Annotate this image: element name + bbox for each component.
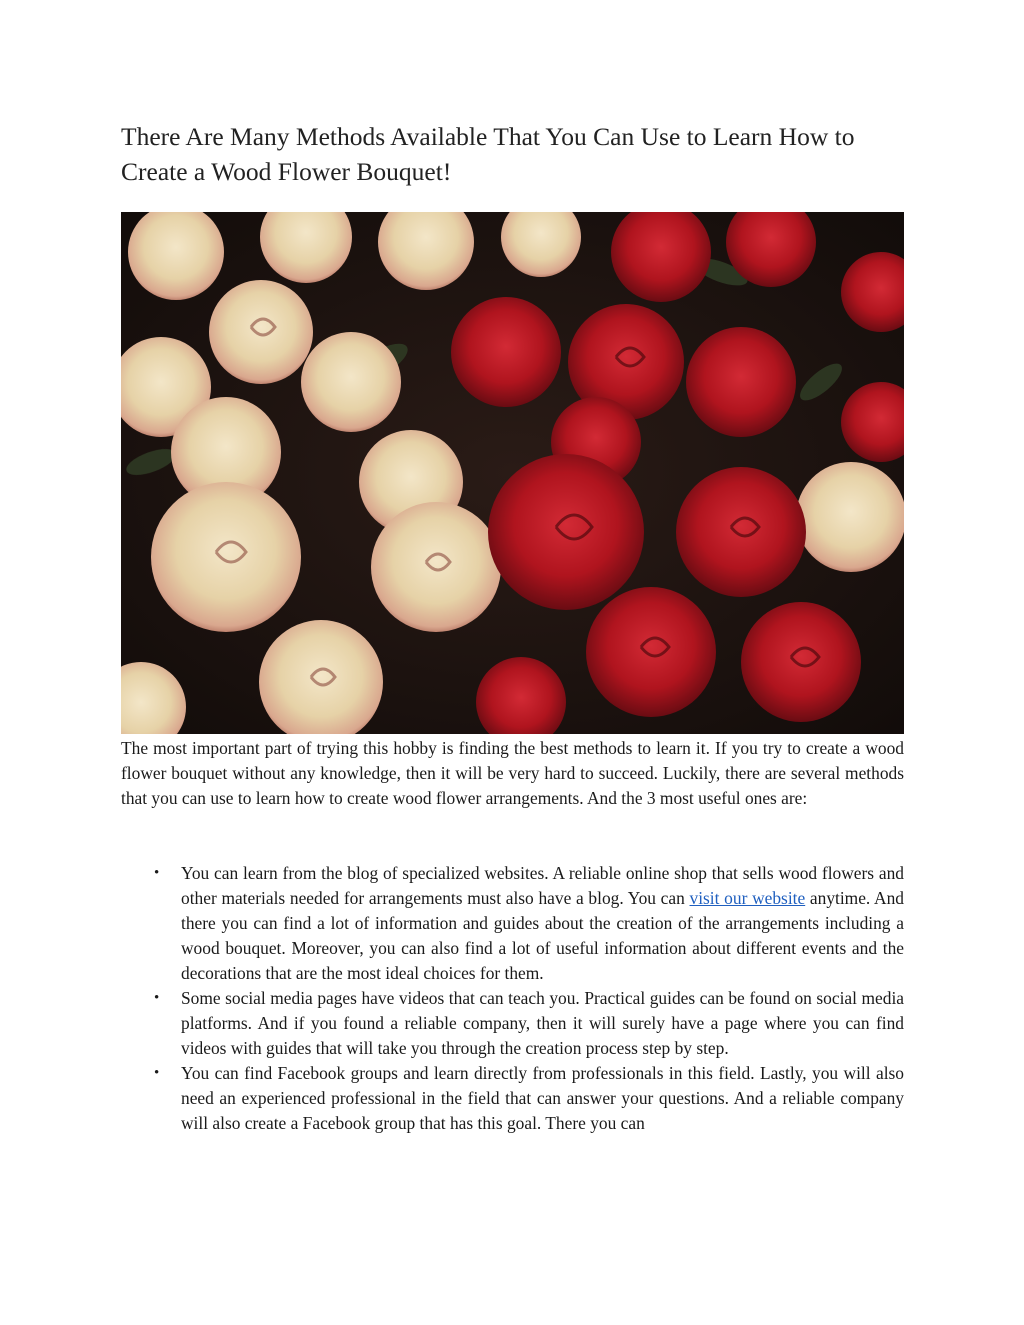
visit-website-link[interactable]: visit our website (689, 888, 806, 908)
roses-illustration (121, 212, 904, 734)
list-item (121, 861, 904, 986)
bullet-icon: • (154, 1065, 160, 1081)
list-item-text-after-link: anytime. And there you can find a lot of information and guides about the creation of the arrangements including a wood bouquet. Moreover, you can also find a lot of useful information about different events and the decorations that are the most ideal choices for them. (181, 888, 904, 983)
list-item-text: Some social media pages have videos that can teach you. Practical guides can be found on social media platforms. And if you found a reliable company, then it will surely have a page where you can find videos with guides that will take you through the creation process step by step. (181, 988, 904, 1058)
methods-list (121, 861, 904, 1136)
roses-photo (121, 212, 904, 734)
list-item (121, 1061, 904, 1136)
list-item (121, 986, 904, 1061)
page-title: There Are Many Methods Available That You Can Use to Learn How to Create a Wood Flower Bouquet! (121, 122, 855, 186)
list-item-text-before-link: You can learn from the blog of specialized websites. A reliable online shop that sells wood flowers and other materials needed for arrangements must also have a blog. You can (181, 863, 904, 908)
bullet-icon: • (154, 865, 160, 881)
intro-paragraph: The most important part of trying this hobby is finding the best methods to learn it. If you try to create a wood flower bouquet without any knowledge, then it will be very hard to succeed. Luckily, there are several methods that you can use to learn how to create wood flower arrangements. And the 3 most useful ones are: (121, 738, 904, 808)
bullet-icon: • (154, 990, 160, 1006)
list-item-text: You can find Facebook groups and learn directly from professionals in this field. Lastly, you will also need an experienced professional in the field that can answer your questions. And a reliable company will also create a Facebook group that has this goal. There you can (181, 1063, 904, 1133)
